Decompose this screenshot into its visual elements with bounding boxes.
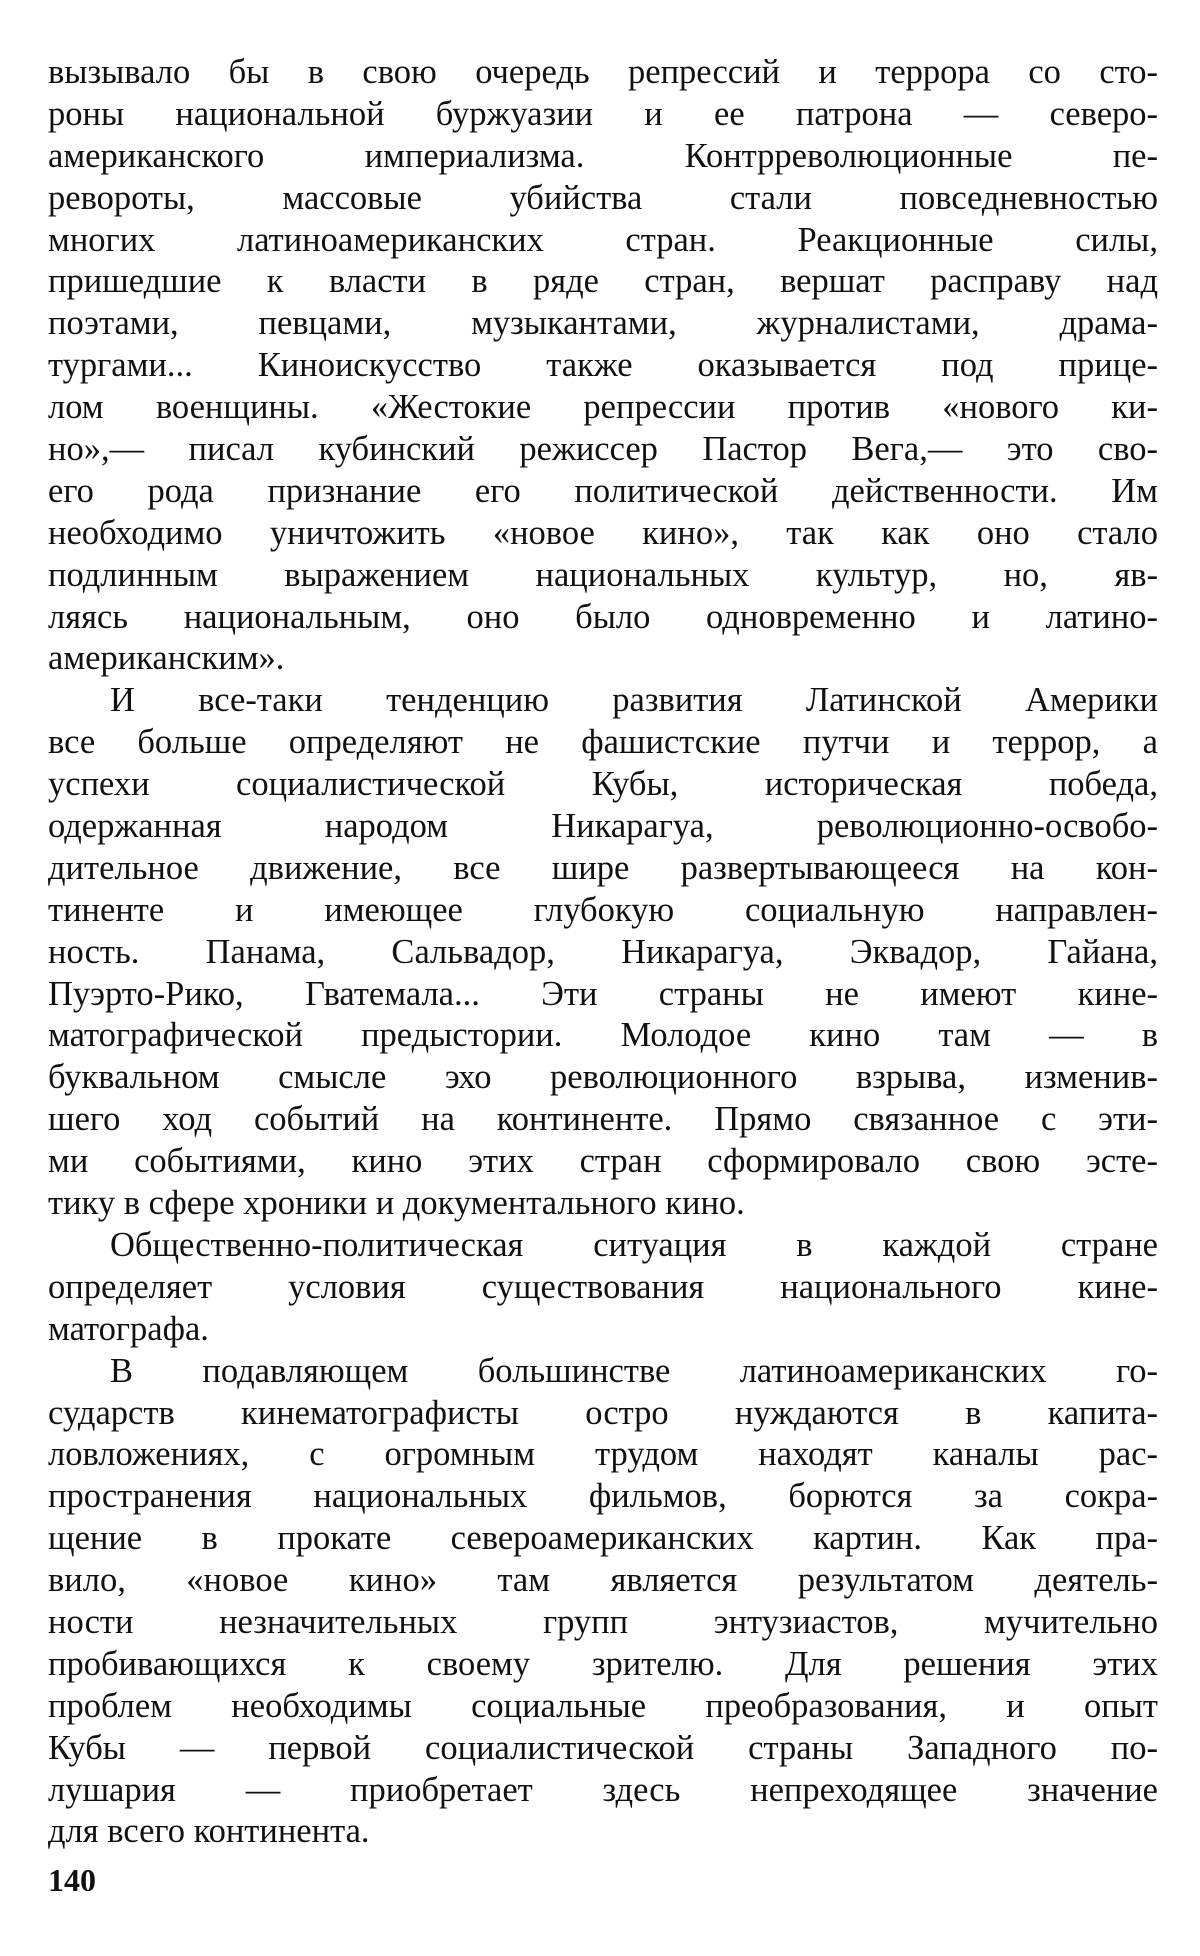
text-line: дительное движение, все шире развертывающееся на кон-: [48, 848, 1158, 887]
text-line: сударств кинематографисты остро нуждаются в капита-: [48, 1393, 1158, 1432]
text-line: матографической предыстории. Молодое кино там — в: [48, 1016, 1158, 1055]
text-line: многих латиноамериканских стран. Реакционные силы,: [48, 220, 1158, 259]
text-line: тику в сфере хроники и документального кино.: [48, 1184, 745, 1223]
text-line: но»,— писал кубинский режиссер Пастор Вега,— это сво-: [48, 430, 1158, 469]
text-line: Пуэрто-Рико, Гватемала... Эти страны не имеют кине-: [48, 974, 1158, 1013]
paragraph: [48, 1225, 1158, 1351]
text-line: его рода признание его политической действенности. Им: [48, 471, 1158, 510]
text-line: американским».: [48, 639, 285, 678]
text-line: ности незначительных групп энтузиастов, мучительно: [48, 1602, 1158, 1641]
text-line: пробивающихся к своему зрителю. Для решения этих: [48, 1644, 1158, 1683]
text-line: тиненте и имеющее глубокую социальную направлен-: [48, 890, 1158, 929]
text-line: все больше определяют не фашистские путчи и террор, а: [48, 723, 1158, 762]
text-line: поэтами, певцами, музыкантами, журналистами, драма-: [48, 304, 1158, 343]
text-line: ревороты, массовые убийства стали повседневностью: [48, 178, 1158, 217]
body-text: [48, 52, 1158, 1853]
text-line: лом военщины. «Жестокие репрессии против «нового ки-: [48, 388, 1158, 427]
text-line: американского империализма. Контрреволюционные пе-: [48, 136, 1158, 175]
text-line: пришедшие к власти в ряде стран, вершат расправу над: [48, 262, 1158, 301]
text-line: Кубы — первой социалистической страны Западного по-: [48, 1728, 1158, 1767]
text-line: одержанная народом Никарагуа, революционно-освобо-: [48, 807, 1158, 846]
text-line: щение в прокате североамериканских картин. Как пра-: [48, 1519, 1158, 1558]
text-line: Общественно-политическая ситуация в каждой стране: [110, 1225, 1158, 1264]
page-number: 140: [48, 1862, 96, 1898]
text-line: определяет условия существования национального кине-: [48, 1267, 1158, 1306]
text-line: буквальном смысле эхо революционного взрыва, изменив-: [48, 1058, 1158, 1097]
text-line: ность. Панама, Сальвадор, Никарагуа, Эквадор, Гайана,: [48, 932, 1158, 971]
text-line: ми событиями, кино этих стран сформировало свою эсте-: [48, 1142, 1158, 1181]
text-line: необходимо уничтожить «новое кино», так как оно стало: [48, 513, 1158, 552]
text-line: В подавляющем большинстве латиноамериканских го-: [110, 1351, 1158, 1390]
text-line: для всего континента.: [48, 1812, 370, 1851]
paragraph: [48, 52, 1158, 680]
text-line: роны национальной буржуазии и ее патрона — северо-: [48, 94, 1158, 133]
text-line: шего ход событий на континенте. Прямо связанное с эти-: [48, 1100, 1158, 1139]
paragraph: [48, 680, 1158, 1225]
text-line: вило, «новое кино» там является результатом деятель-: [48, 1561, 1158, 1600]
text-line: пространения национальных фильмов, борются за сокра-: [48, 1477, 1158, 1516]
text-line: проблем необходимы социальные преобразования, и опыт: [48, 1686, 1158, 1725]
text-line: И все-таки тенденцию развития Латинской Америки: [110, 681, 1158, 720]
text-line: подлинным выражением национальных культур, но, яв-: [48, 555, 1158, 594]
text-line: тургами... Киноискусство также оказывается под прице-: [48, 346, 1158, 385]
text-line: ляясь национальным, оно было одновременно и латино-: [48, 597, 1158, 636]
text-line: лушария — приобретает здесь непреходящее значение: [48, 1770, 1158, 1809]
paragraph: [48, 1351, 1158, 1854]
text-line: успехи социалистической Кубы, историческая победа,: [48, 765, 1158, 804]
text-line: вызывало бы в свою очередь репрессий и террора со сто-: [48, 53, 1158, 91]
text-line: матографа.: [48, 1309, 209, 1348]
text-line: ловложениях, с огромным трудом находят каналы рас-: [48, 1435, 1158, 1474]
